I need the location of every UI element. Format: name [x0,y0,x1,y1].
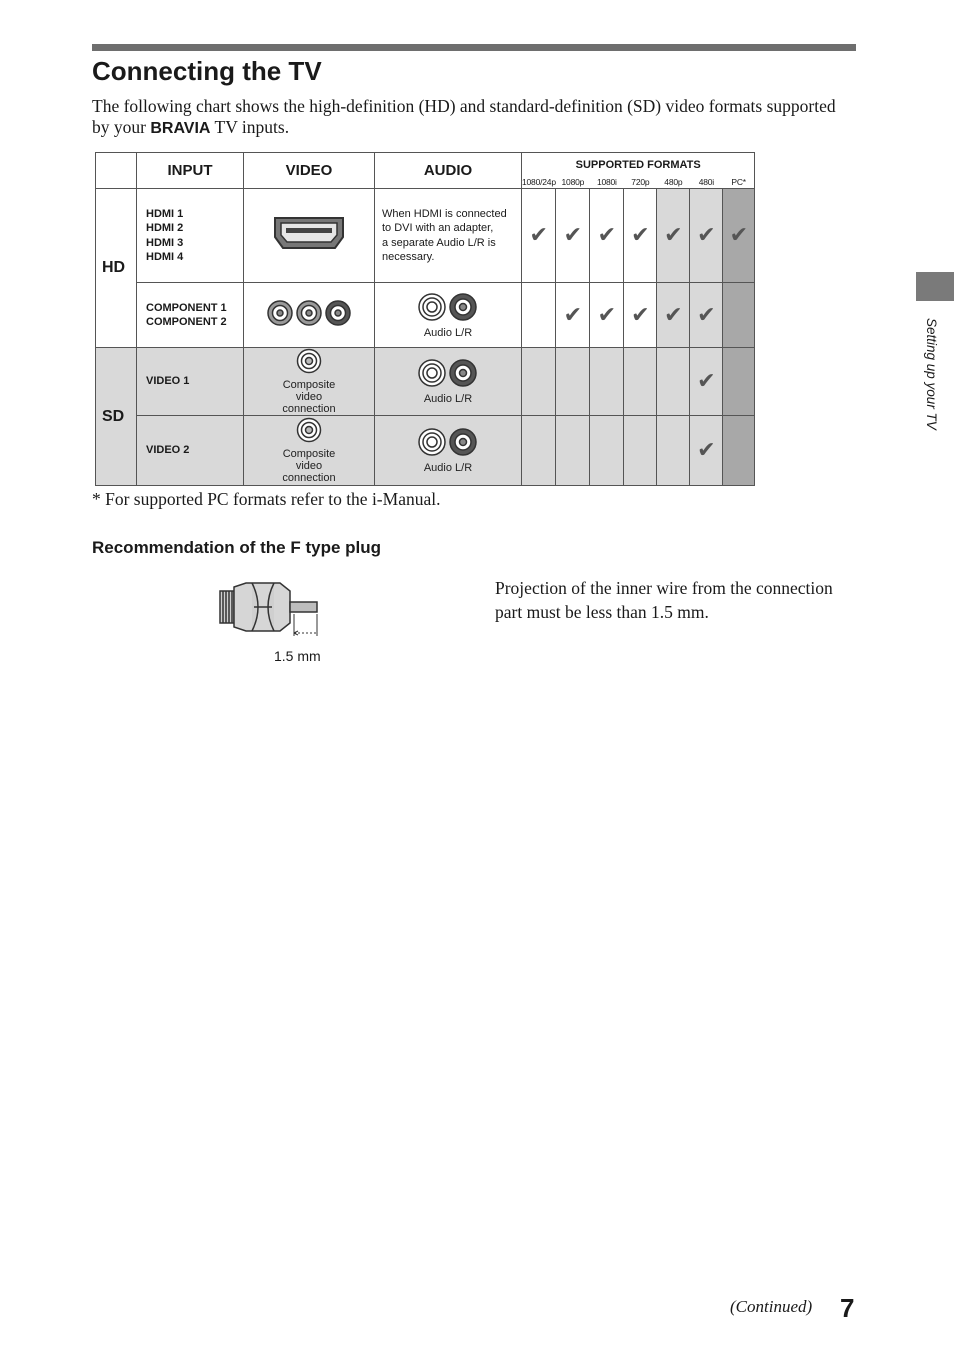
check-cell: ✔ [624,189,657,283]
audio-jacks-icon [417,427,479,457]
check-cell [723,283,755,348]
check-cell [556,416,590,486]
input-names [137,189,244,283]
audio-header: AUDIO [375,153,522,189]
intro-text: The following chart shows the high-definition (HD) and standard-definition (SD) video formats supported by your [92,96,836,137]
table-row-video1 [96,348,755,416]
check-cell [723,416,755,486]
check-cell: ✔ [624,283,657,348]
audio-caption: Audio L/R [423,462,473,474]
intro-text-end: TV inputs. [210,117,290,137]
page-number: 7 [840,1293,855,1323]
input-name: COMPONENT 1 [146,301,227,314]
continued-note: (Continued) [730,1297,813,1316]
format-header: 1080p [556,175,590,189]
brand-name: BRAVIA [150,120,211,137]
composite-jack-icon [295,417,323,443]
caption-line: video [295,460,323,472]
input-names [137,283,244,348]
audio-note-line: When HDMI is connected [382,207,507,220]
video-cell [244,416,375,486]
hdmi-port-icon [272,215,346,251]
check-cell: ✔ [723,189,755,283]
input-name: HDMI 1 [146,207,184,220]
check-cell [522,283,556,348]
caption-line: Composite [282,448,336,460]
check-cell: ✔ [657,283,690,348]
audio-note-line: necessary. [382,251,435,263]
caption-line: connection [282,472,336,484]
top-rule [92,44,856,51]
format-header: 480i [690,175,723,189]
audio-cell [375,283,522,348]
input-names [137,348,244,416]
video-caption [244,379,374,415]
check-cell [556,348,590,416]
video-caption [244,448,374,484]
check-cell: ✔ [690,283,723,348]
component-jacks-icon [266,298,352,328]
audio-cell [375,348,522,416]
format-header: PC* [723,175,755,189]
composite-jack-icon [295,348,323,374]
f-type-plug-icon [214,578,324,640]
input-names [137,416,244,486]
check-cell: ✔ [590,283,624,348]
input-name: VIDEO 1 [146,375,190,388]
input-name: HDMI 3 [146,236,184,249]
plug-description: Projection of the inner wire from the connection part must be less than 1.5 mm. [495,578,833,622]
plug-dimension-label: 1.5 mm [274,648,321,664]
audio-cell [375,416,522,486]
check-cell [624,416,657,486]
caption-line: video [295,391,323,403]
input-name: HDMI 2 [146,222,184,234]
format-header: 1080i [590,175,624,189]
table-footnote: * For supported PC formats refer to the i-Manual. [92,489,441,509]
check-cell: ✔ [657,189,690,283]
check-cell [723,348,755,416]
input-name: COMPONENT 2 [146,316,227,328]
supported-formats-table [95,152,755,486]
hdmi-audio-note [375,189,522,283]
intro-paragraph [92,96,852,139]
video-header: VIDEO [244,153,375,189]
page-title: Connecting the TV [92,56,322,86]
video-cell [244,283,375,348]
check-cell: ✔ [556,283,590,348]
check-cell: ✔ [522,189,556,283]
check-cell [522,348,556,416]
check-cell: ✔ [690,348,723,416]
audio-caption: Audio L/R [423,393,473,405]
section-tab-marker [916,272,954,301]
check-cell: ✔ [556,189,590,283]
audio-jacks-icon [417,358,479,388]
sd-group-label: SD [96,348,137,486]
input-name: VIDEO 2 [146,444,190,457]
table-row-video2 [96,416,755,486]
audio-jacks-icon [417,292,479,322]
check-cell [590,348,624,416]
caption-line: connection [282,403,336,415]
check-cell [522,416,556,486]
check-cell [590,416,624,486]
check-cell [624,348,657,416]
check-cell [657,416,690,486]
check-cell: ✔ [690,416,723,486]
audio-caption: Audio L/R [423,326,473,339]
check-cell: ✔ [590,189,624,283]
audio-note-line: to DVI with an adapter, [382,222,494,234]
input-header: INPUT [137,153,244,189]
section-heading: Recommendation of the F type plug [92,538,382,557]
side-section-label: Setting up your TV [924,318,939,430]
table-row-component [96,283,755,348]
table-row-hdmi [96,189,755,283]
supported-formats-header: SUPPORTED FORMATS [522,153,755,176]
input-name: HDMI 4 [146,251,184,263]
video-cell [244,189,375,283]
caption-line: Composite [282,379,336,391]
format-header: 1080/24p [522,176,556,187]
corner-cell [96,153,137,189]
format-header: 720p [624,175,657,189]
check-cell: ✔ [690,189,723,283]
hd-group-label: HD [96,189,137,348]
format-header: 480p [657,175,690,189]
audio-note-line: a separate Audio L/R is [382,236,496,249]
video-cell [244,348,375,416]
check-cell [657,348,690,416]
